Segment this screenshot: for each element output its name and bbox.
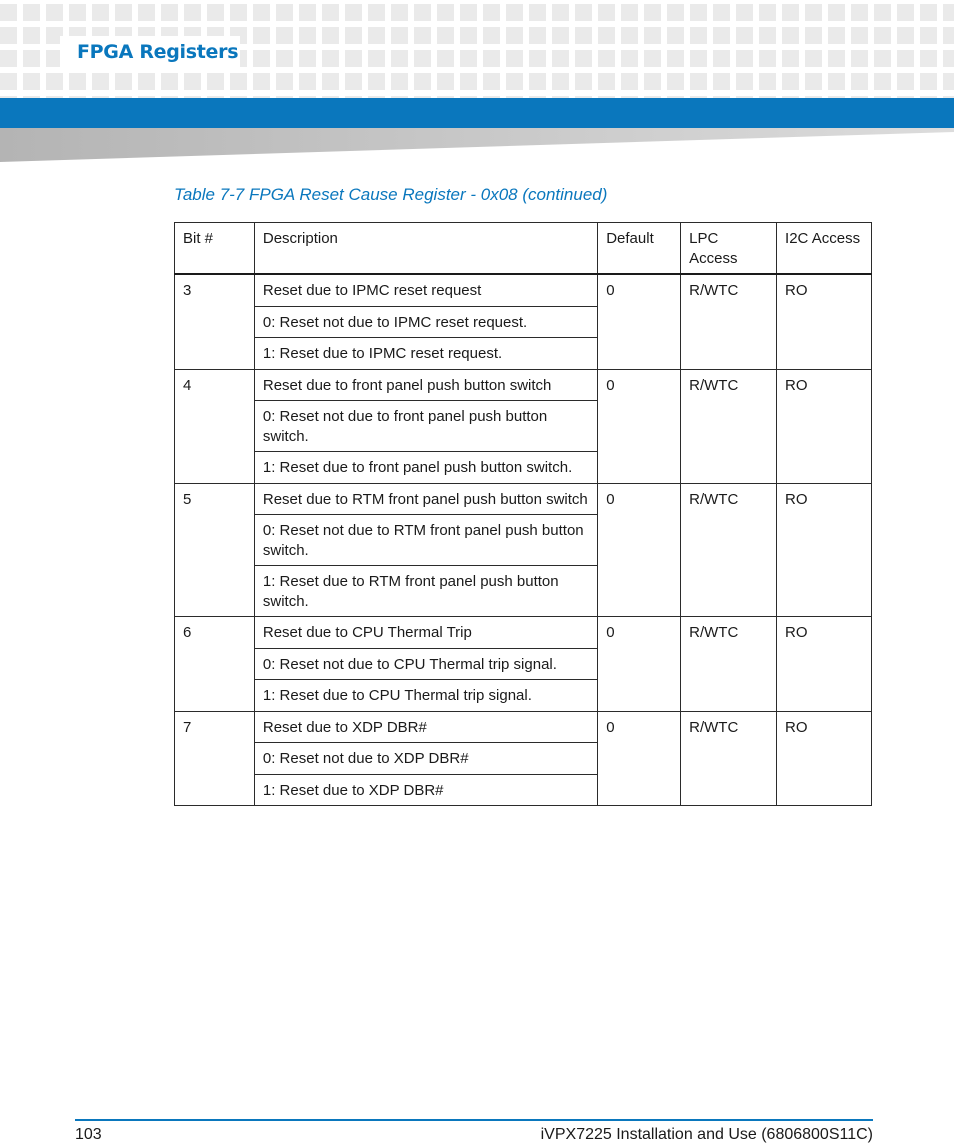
column-header-bit: Bit # [175, 223, 255, 275]
header-blue-band [0, 98, 954, 128]
i2c-access-cell: RO [777, 274, 872, 369]
default-cell: 0 [598, 369, 681, 483]
default-cell: 0 [598, 711, 681, 806]
table-caption: Table 7-7 FPGA Reset Cause Register - 0x08 (continued) [174, 185, 608, 204]
bit-cell: 5 [175, 483, 255, 617]
lpc-access-cell: R/WTC [681, 483, 777, 617]
description-cell: 1: Reset due to XDP DBR# [254, 774, 597, 806]
column-header-lpc-access: LPC Access [681, 223, 777, 275]
footer-rule [75, 1119, 873, 1121]
table-row [175, 711, 872, 743]
description-cell: Reset due to CPU Thermal Trip [254, 617, 597, 649]
bit-cell: 6 [175, 617, 255, 712]
description-cell: Reset due to RTM front panel push button switch [254, 483, 597, 515]
description-cell: 0: Reset not due to XDP DBR# [254, 743, 597, 775]
table-row [175, 369, 872, 401]
default-cell: 0 [598, 274, 681, 369]
description-cell: 1: Reset due to CPU Thermal trip signal. [254, 680, 597, 712]
default-cell: 0 [598, 483, 681, 617]
table-row [175, 483, 872, 515]
i2c-access-cell: RO [777, 369, 872, 483]
i2c-access-cell: RO [777, 711, 872, 806]
bit-cell: 3 [175, 274, 255, 369]
table-row [175, 274, 872, 306]
bit-cell: 4 [175, 369, 255, 483]
description-cell: Reset due to IPMC reset request [254, 274, 597, 306]
description-cell: 1: Reset due to IPMC reset request. [254, 338, 597, 370]
lpc-access-cell: R/WTC [681, 711, 777, 806]
bit-cell: 7 [175, 711, 255, 806]
description-cell: 1: Reset due to RTM front panel push button switch. [254, 566, 597, 617]
i2c-access-cell: RO [777, 617, 872, 712]
description-cell: 0: Reset not due to RTM front panel push button switch. [254, 515, 597, 566]
table-header-row [175, 223, 872, 275]
default-cell: 0 [598, 617, 681, 712]
column-header-default: Default [598, 223, 681, 275]
document-reference: iVPX7225 Installation and Use (6806800S11C) [540, 1126, 873, 1143]
column-header-description: Description [254, 223, 597, 275]
register-table [174, 222, 872, 806]
lpc-access-cell: R/WTC [681, 274, 777, 369]
section-title: FPGA Registers [77, 41, 239, 63]
description-cell: Reset due to XDP DBR# [254, 711, 597, 743]
table-row [175, 617, 872, 649]
description-cell: 1: Reset due to front panel push button switch. [254, 452, 597, 484]
lpc-access-cell: R/WTC [681, 617, 777, 712]
column-header-i2c-access: I2C Access [777, 223, 872, 275]
header-grey-wedge [0, 128, 954, 164]
description-cell: 0: Reset not due to CPU Thermal trip signal. [254, 648, 597, 680]
i2c-access-cell: RO [777, 483, 872, 617]
description-cell: 0: Reset not due to front panel push button switch. [254, 401, 597, 452]
page-number: 103 [75, 1126, 102, 1143]
description-cell: Reset due to front panel push button switch [254, 369, 597, 401]
lpc-access-cell: R/WTC [681, 369, 777, 483]
description-cell: 0: Reset not due to IPMC reset request. [254, 306, 597, 338]
